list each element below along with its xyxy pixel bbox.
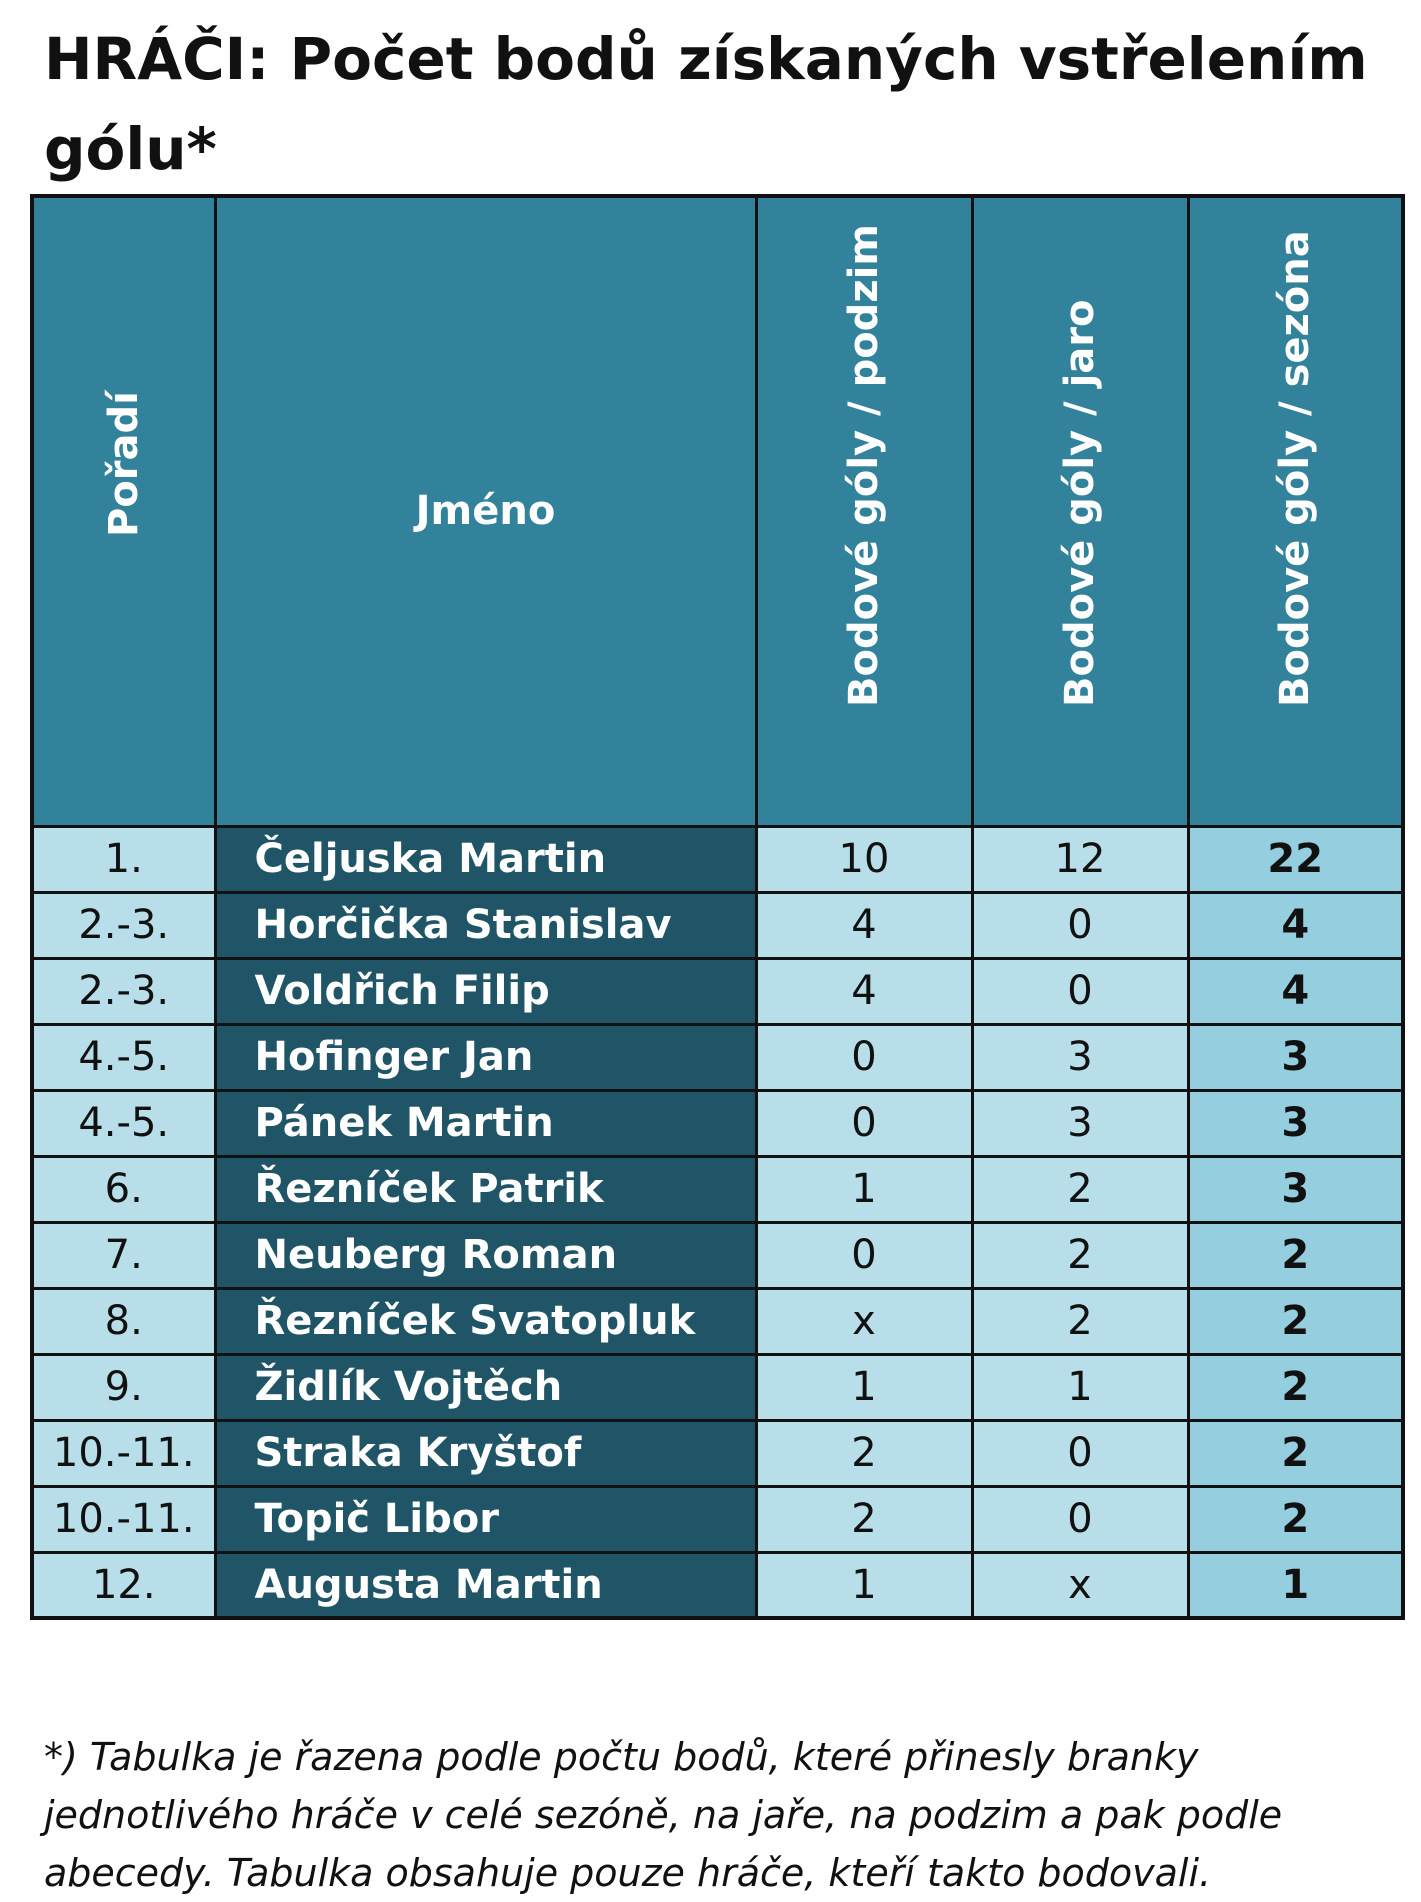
autumn-goals-cell: 2	[756, 1420, 972, 1486]
rank-cell: 4.-5.	[32, 1090, 215, 1156]
rank-cell: 9.	[32, 1354, 215, 1420]
autumn-goals-cell: 1	[756, 1552, 972, 1618]
rank-cell: 6.	[32, 1156, 215, 1222]
table-header	[32, 196, 1403, 826]
table-row	[32, 1090, 1403, 1156]
player-name-cell: Voldřich Filip	[215, 958, 756, 1024]
season-goals-cell: 3	[1188, 1024, 1403, 1090]
rank-cell: 10.-11.	[32, 1486, 215, 1552]
season-goals-cell: 2	[1188, 1354, 1403, 1420]
spring-goals-cell: 3	[972, 1024, 1188, 1090]
table-row	[32, 1420, 1403, 1486]
table-row	[32, 1156, 1403, 1222]
spring-goals-cell: 3	[972, 1090, 1188, 1156]
player-name-cell: Řezníček Svatopluk	[215, 1288, 756, 1354]
season-goals-cell: 2	[1188, 1486, 1403, 1552]
spring-goals-cell: 2	[972, 1222, 1188, 1288]
rank-cell: 1.	[32, 826, 215, 892]
rank-cell: 7.	[32, 1222, 215, 1288]
spring-goals-cell: 2	[972, 1156, 1188, 1222]
autumn-goals-cell: 2	[756, 1486, 972, 1552]
autumn-goals-cell: 0	[756, 1090, 972, 1156]
season-goals-cell: 22	[1188, 826, 1403, 892]
footnote: *) Tabulka je řazena podle počtu bodů, které přinesly branky jednotlivého hráče v celé sezóně, na jaře, na podzim a pak podle abecedy. Tabulka obsahuje pouze hráče, kteří takto bodovali.	[44, 1735, 1283, 1895]
rank-cell: 12.	[32, 1552, 215, 1618]
season-goals-cell: 3	[1188, 1090, 1403, 1156]
spring-goals-cell: 1	[972, 1354, 1188, 1420]
table-row	[32, 892, 1403, 958]
header-autumn-label: Bodové góly / podzim	[841, 223, 887, 707]
season-goals-cell: 2	[1188, 1420, 1403, 1486]
autumn-goals-cell: x	[756, 1288, 972, 1354]
player-name-cell: Čeljuska Martin	[215, 826, 756, 892]
spring-goals-cell: 12	[972, 826, 1188, 892]
spring-goals-cell: 0	[972, 1486, 1188, 1552]
autumn-goals-cell: 0	[756, 1024, 972, 1090]
header-spring-label: Bodové góly / jaro	[1057, 299, 1103, 707]
player-name-cell: Pánek Martin	[215, 1090, 756, 1156]
spring-goals-cell: 0	[972, 892, 1188, 958]
spring-goals-cell: 0	[972, 1420, 1188, 1486]
rank-cell: 4.-5.	[32, 1024, 215, 1090]
rank-cell: 10.-11.	[32, 1420, 215, 1486]
player-name-cell: Židlík Vojtěch	[215, 1354, 756, 1420]
header-autumn	[756, 196, 972, 826]
header-spring	[972, 196, 1188, 826]
season-goals-cell: 4	[1188, 892, 1403, 958]
spring-goals-cell: x	[972, 1552, 1188, 1618]
rank-cell: 2.-3.	[32, 958, 215, 1024]
table-row	[32, 1222, 1403, 1288]
table-row	[32, 1288, 1403, 1354]
header-rank	[32, 196, 215, 826]
autumn-goals-cell: 0	[756, 1222, 972, 1288]
autumn-goals-cell: 10	[756, 826, 972, 892]
season-goals-cell: 3	[1188, 1156, 1403, 1222]
rank-cell: 8.	[32, 1288, 215, 1354]
season-goals-cell: 4	[1188, 958, 1403, 1024]
spring-goals-cell: 0	[972, 958, 1188, 1024]
season-goals-cell: 1	[1188, 1552, 1403, 1618]
header-season-label: Bodové góly / sezóna	[1272, 229, 1319, 707]
header-name: Jméno	[215, 196, 756, 826]
autumn-goals-cell: 1	[756, 1156, 972, 1222]
autumn-goals-cell: 1	[756, 1354, 972, 1420]
table-row	[32, 1486, 1403, 1552]
table-row	[32, 1024, 1403, 1090]
season-goals-cell: 2	[1188, 1288, 1403, 1354]
player-name-cell: Topič Libor	[215, 1486, 756, 1552]
player-name-cell: Hofinger Jan	[215, 1024, 756, 1090]
goals-table	[30, 194, 1405, 1620]
header-rank-label: Pořadí	[100, 390, 147, 537]
player-name-cell: Neuberg Roman	[215, 1222, 756, 1288]
autumn-goals-cell: 4	[756, 958, 972, 1024]
player-name-cell: Řezníček Patrik	[215, 1156, 756, 1222]
season-goals-cell: 2	[1188, 1222, 1403, 1288]
rank-cell: 2.-3.	[32, 892, 215, 958]
autumn-goals-cell: 4	[756, 892, 972, 958]
page-title: HRÁČI: Počet bodů získaných vstřelením gólu*	[44, 25, 1368, 183]
table-row	[32, 958, 1403, 1024]
header-row	[32, 196, 1403, 826]
player-name-cell: Horčička Stanislav	[215, 892, 756, 958]
table-row	[32, 1552, 1403, 1618]
player-name-cell: Augusta Martin	[215, 1552, 756, 1618]
table-body	[32, 826, 1403, 1618]
table-row	[32, 1354, 1403, 1420]
table-row	[32, 826, 1403, 892]
player-name-cell: Straka Kryštof	[215, 1420, 756, 1486]
header-season	[1188, 196, 1403, 826]
spring-goals-cell: 2	[972, 1288, 1188, 1354]
